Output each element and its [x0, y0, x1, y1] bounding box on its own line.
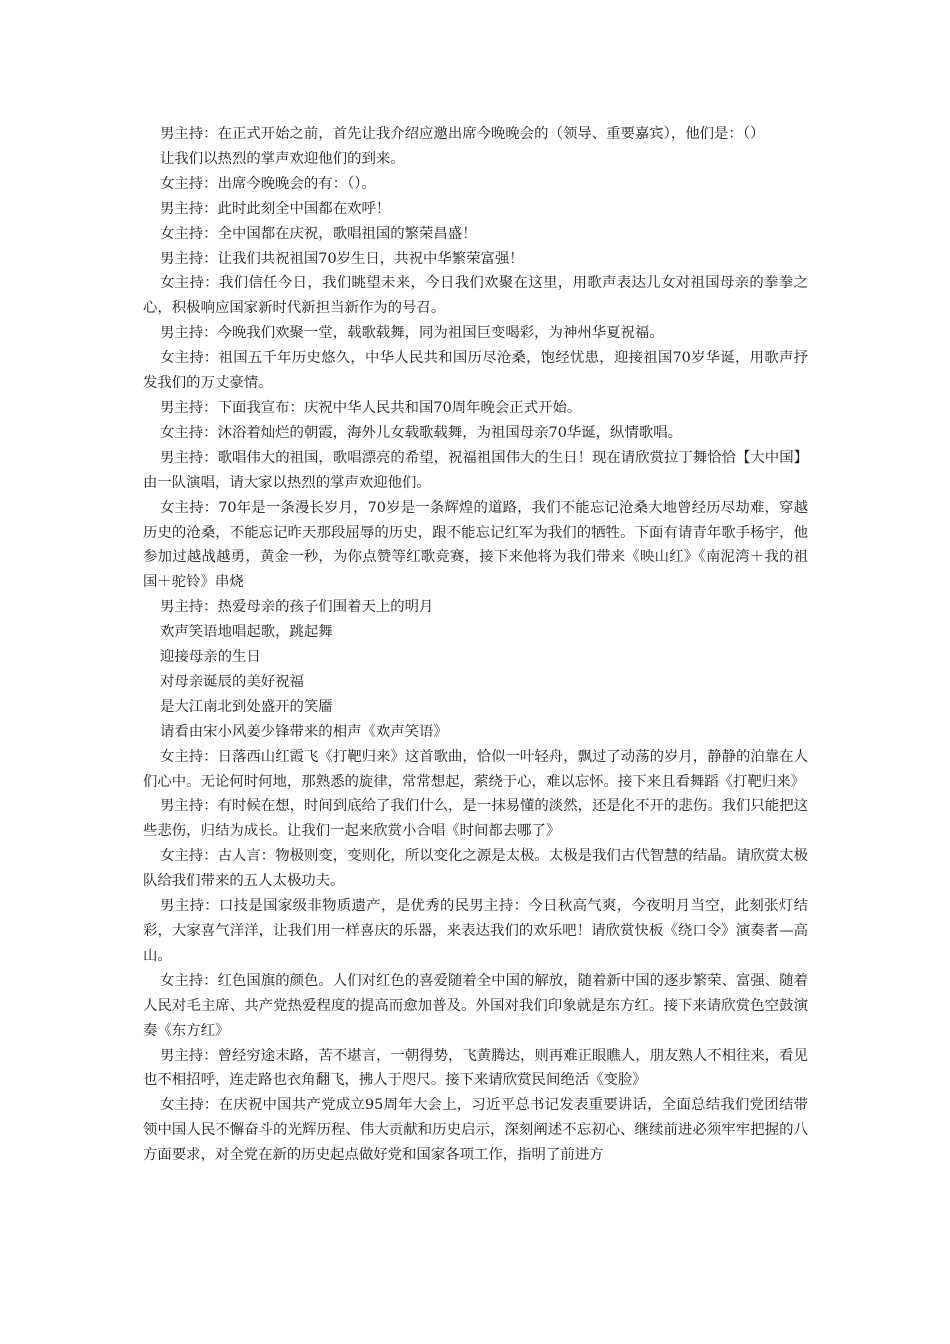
paragraph-1: 男主持：在正式开始之前，首先让我介绍应邀出席今晚晚会的（领导、重要嘉宾），他们是：（） — [160, 126, 765, 142]
paragraph-20: 女主持：日落西山红霞飞《打靶归来》这首歌曲，恰似一叶轻舟，飘过了动荡的岁月，静静的泊靠在人们心中。无论何时何地，那熟悉的旋律，常常想起，萦绕于心，难以忘怀。接下来且看舞蹈《打靶归来》 — [143, 748, 808, 790]
paragraph-7: 女主持：我们信任今日，我们眺望未来，今日我们欢聚在这里，用歌声表达儿女对祖国母亲的拳拳之心，积极响应国家新时代新担当新作为的号召。 — [143, 275, 808, 317]
paragraph-3: 女主持：出席今晚晚会的有：（）。 — [160, 175, 376, 192]
paragraph-24: 女主持：红色国旗的颜色。人们对红色的喜爱随着全中国的解放，随着新中国的逐步繁荣、富强、随着人民对毛主席、共产党热爱程度的提高而愈加普及。外国对我们印象就是东方红。接下来请欣赏色空鼓演奏《东方红》 — [143, 972, 808, 1039]
paragraph-5: 女主持：全中国都在庆祝，歌唱祖国的繁荣昌盛！ — [160, 225, 477, 242]
paragraph-15: 欢声笑语地唱起歌，跳起舞 — [160, 624, 333, 641]
paragraph-17: 对母亲诞辰的美好祝福 — [160, 673, 304, 690]
paragraph-18: 是大江南北到处盛开的笑靥 — [160, 698, 333, 715]
paragraph-16: 迎接母亲的生日 — [160, 649, 261, 666]
paragraph-8: 男主持：今晚我们欢聚一堂，载歌载舞，同为祖国巨变喝彩，为神州华夏祝福。 — [160, 325, 664, 342]
paragraph-13: 女主持：70年是一条漫长岁月，70岁是一条辉煌的道路，我们不能忘记沧桑大地曾经历尽劫难，穿越历史的沧桑，不能忘记昨天那段屈辱的历史，跟不能忘记红军为我们的牺牲。下面有请青年歌手杨宇，他参加过越战越勇，黄金一秒，为你点赞等红歌竞赛，接下来他将为我们带来《映山红》《南泥湾＋我的祖国＋驼铃》串烧 — [143, 499, 808, 591]
paragraph-6: 男主持：让我们共祝祖国70岁生日，共祝中华繁荣富强！ — [160, 250, 524, 267]
paragraph-21: 男主持：有时候在想，时间到底给了我们什么，是一抹易懂的淡然，还是化不开的悲伤。我们只能把这些悲伤，归结为成长。让我们一起来欣赏小合唱《时间都去哪了》 — [143, 798, 808, 840]
paragraph-19: 请看由宋小风姜少锋带来的相声《欢声笑语》 — [160, 723, 448, 740]
paragraph-10: 男主持：下面我宣布：庆祝中华人民共和国70周年晚会正式开始。 — [160, 399, 582, 416]
document-body — [143, 122, 808, 1168]
paragraph-9: 女主持：祖国五千年历史悠久，中华人民共和国历尽沧桑，饱经忧患，迎接祖国70岁华诞，用歌声抒发我们的万丈豪情。 — [143, 350, 808, 392]
paragraph-11: 女主持：沐浴着灿烂的朝霞，海外儿女载歌载舞，为祖国母亲70华诞，纵情歌唱。 — [160, 424, 682, 441]
paragraph-23: 男主持：口技是国家级非物质遗产，是优秀的民男主持：今日秋高气爽，今夜明月当空，此刻张灯结彩，大家喜气洋洋，让我们用一样喜庆的乐器，来表达我们的欢乐吧！请欣赏快板《绕口令》演奏者—高山。 — [143, 898, 808, 964]
paragraph-4: 男主持：此时此刻全中国都在欢呼！ — [160, 200, 391, 217]
paragraph-22: 女主持：古人言：物极则变，变则化，所以变化之源是太极。太极是我们古代智慧的结晶。请欣赏太极队给我们带来的五人太极功夫。 — [143, 848, 808, 890]
paragraph-14: 男主持：热爱母亲的孩子们围着天上的明月 — [160, 599, 434, 616]
paragraph-2: 让我们以热烈的掌声欢迎他们的到来。 — [160, 150, 405, 167]
paragraph-12: 男主持：歌唱伟大的祖国，歌唱漂亮的希望，祝福祖国伟大的生日！现在请欣赏拉丁舞恰恰【大中国】由一队演唱，请大家以热烈的掌声欢迎他们。 — [143, 449, 808, 491]
paragraph-26: 女主持：在庆祝中国共产党成立95周年大会上，习近平总书记发表重要讲话，全面总结我们党团结带领中国人民不懈奋斗的光辉历程、伟大贡献和历史启示，深刻阐述不忘初心、继续前进必须牢牢把握的八方面要求，对全党在新的历史起点做好党和国家各项工作，指明了前进方 — [143, 1097, 808, 1164]
paragraph-25: 男主持：曾经穷途末路，苦不堪言，一朝得势，飞黄腾达，则再难正眼瞧人，朋友熟人不相往来，看见也不相招呼，连走路也衣角翻飞，拂人于咫尺。接下来请欣赏民间绝活《变脸》 — [143, 1047, 808, 1089]
